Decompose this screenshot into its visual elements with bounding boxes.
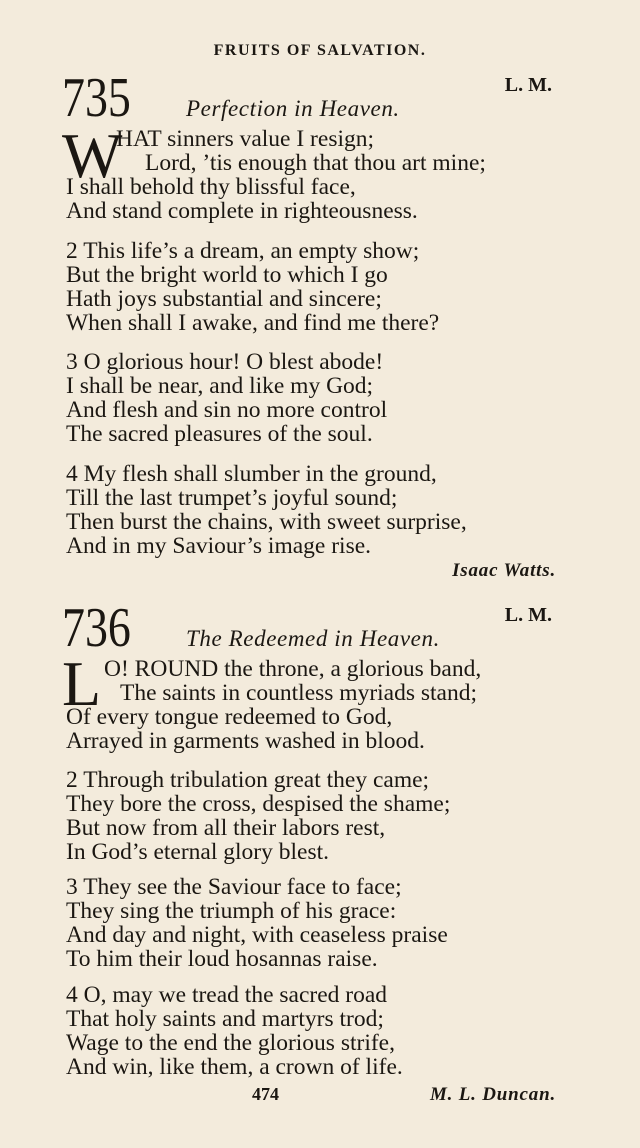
verse-line: The saints in countless myriads stand; xyxy=(120,680,478,706)
verse-line: Till the last trumpet’s joyful sound; xyxy=(66,485,398,511)
hymn-meter: L. M. xyxy=(504,604,552,626)
verse-line: They sing the triumph of his grace: xyxy=(66,898,397,924)
verse-line: And in my Saviour’s image rise. xyxy=(66,533,372,559)
drop-cap: L xyxy=(62,648,102,719)
running-head: FRUITS OF SALVATION. xyxy=(213,42,427,59)
verse-line: I shall be near, and like my God; xyxy=(66,373,374,399)
verse-line: 2 Through tribulation great they came; xyxy=(66,767,430,793)
page-number: 474 xyxy=(252,1084,279,1104)
verse-line: And day and night, with ceaseless praise xyxy=(66,922,448,948)
verse-line: When shall I awake, and find me there? xyxy=(66,310,440,336)
verse-line: Arrayed in garments washed in blood. xyxy=(66,728,425,754)
verse-line: But now from all their labors rest, xyxy=(66,815,386,841)
verse-line: Lord, ’tis enough that thou art mine; xyxy=(145,150,486,176)
hymn-title: The Redeemed in Heaven. xyxy=(186,626,440,651)
hymn-author: M. L. Duncan. xyxy=(429,1084,556,1105)
hymn-meter: L. M. xyxy=(504,74,552,96)
verse-line: 4 My flesh shall slumber in the ground, xyxy=(66,461,437,487)
verse-line: And flesh and sin no more control xyxy=(66,397,388,423)
verse-line: HAT sinners value I resign; xyxy=(116,126,375,152)
verse-line: 4 O, may we tread the sacred road xyxy=(66,982,388,1008)
verse-line: And win, like them, a crown of life. xyxy=(66,1054,403,1080)
verse-line: I shall behold thy blissful face, xyxy=(66,174,356,200)
hymn-number: 736 xyxy=(62,597,131,659)
verse-line: Then burst the chains, with sweet surprise, xyxy=(66,509,467,535)
verse-line: The sacred pleasures of the soul. xyxy=(66,421,373,447)
verse-line: Of every tongue redeemed to God, xyxy=(66,704,393,730)
drop-cap: W xyxy=(62,120,123,191)
verse-line: Hath joys substantial and sincere; xyxy=(66,286,382,312)
verse-line: Wage to the end the glorious strife, xyxy=(66,1030,395,1056)
verse-line: 3 They see the Saviour face to face; xyxy=(66,874,402,900)
hymn-number: 735 xyxy=(62,67,131,129)
verse-line: To him their loud hosannas raise. xyxy=(66,946,378,972)
verse-line: But the bright world to which I go xyxy=(66,262,388,288)
verse-line: O! ROUND the throne, a glorious band, xyxy=(104,656,482,682)
verse-line: 3 O glorious hour! O blest abode! xyxy=(66,349,384,375)
verse-line: In God’s eternal glory blest. xyxy=(66,839,330,865)
hymn-author: Isaac Watts. xyxy=(452,560,556,581)
verse-line: They bore the cross, despised the shame; xyxy=(66,791,451,817)
hymn-title: Perfection in Heaven. xyxy=(186,96,400,121)
verse-line: That holy saints and martyrs trod; xyxy=(66,1006,384,1032)
verse-line: And stand complete in righteousness. xyxy=(66,198,418,224)
verse-line: 2 This life’s a dream, an empty show; xyxy=(66,238,420,264)
